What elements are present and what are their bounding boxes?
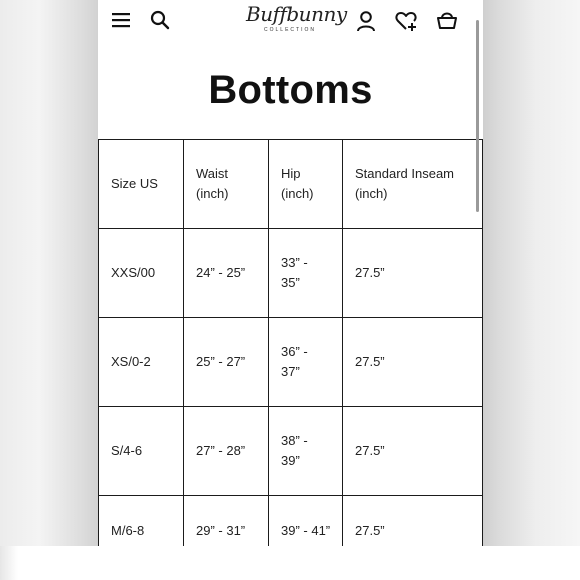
photo-background-right <box>483 0 580 546</box>
cell-waist: 24” - 25” <box>184 229 269 318</box>
phone-screen <box>98 0 483 546</box>
cell-hip <box>269 229 343 318</box>
account-icon[interactable] <box>356 10 376 32</box>
cell-hip <box>269 496 343 547</box>
logo-subtitle: COLLECTION <box>264 27 316 33</box>
header-label: Standard Inseam <box>355 166 455 181</box>
hip-line: 33” - <box>281 255 308 270</box>
bottom-margin <box>0 546 580 580</box>
table-row <box>99 407 483 496</box>
hip-line: 39” <box>281 453 300 468</box>
photo-background-left <box>0 0 98 546</box>
hip-line: 35” <box>281 275 300 290</box>
cell-size: XS/0-2 <box>99 318 184 407</box>
size-chart-table <box>98 139 483 546</box>
page-title: Bottoms <box>208 68 373 112</box>
wishlist-icon[interactable] <box>395 10 419 32</box>
header-cell-hip <box>269 140 343 229</box>
cell-hip <box>269 407 343 496</box>
hip-line: 39” - 41” <box>281 523 331 538</box>
cell-waist: 25” - 27” <box>184 318 269 407</box>
hip-line: 37” <box>281 364 300 379</box>
brand-logo[interactable] <box>246 2 347 40</box>
header-label: Size US <box>111 176 158 191</box>
header-label: Waist <box>196 166 229 181</box>
header-cell-inseam <box>343 140 483 229</box>
logo-wordmark: Buffbunny <box>246 2 347 26</box>
header-unit: (inch) <box>196 186 229 201</box>
header-label: Hip <box>281 166 301 181</box>
header-unit: (inch) <box>281 186 314 201</box>
table-header-row <box>99 140 483 229</box>
cell-inseam: 27.5” <box>343 496 483 547</box>
header-cell-waist <box>184 140 269 229</box>
cell-inseam: 27.5” <box>343 229 483 318</box>
cell-size: S/4-6 <box>99 407 184 496</box>
table-row <box>99 229 483 318</box>
header-unit: (inch) <box>355 186 388 201</box>
cart-icon[interactable] <box>436 10 458 30</box>
scrollbar[interactable] <box>476 20 479 212</box>
cell-inseam: 27.5” <box>343 318 483 407</box>
cell-hip <box>269 318 343 407</box>
cell-size: M/6-8 <box>99 496 184 547</box>
cell-waist: 29” - 31” <box>184 496 269 547</box>
menu-icon[interactable] <box>111 11 131 29</box>
hip-line: 38” - <box>281 433 308 448</box>
cell-waist: 27” - 28” <box>184 407 269 496</box>
header-cell-size <box>99 140 184 229</box>
table-row <box>99 318 483 407</box>
cell-inseam: 27.5” <box>343 407 483 496</box>
search-icon[interactable] <box>150 10 170 30</box>
table-row <box>99 496 483 547</box>
hip-line: 36” - <box>281 344 308 359</box>
cell-size: XXS/00 <box>99 229 184 318</box>
